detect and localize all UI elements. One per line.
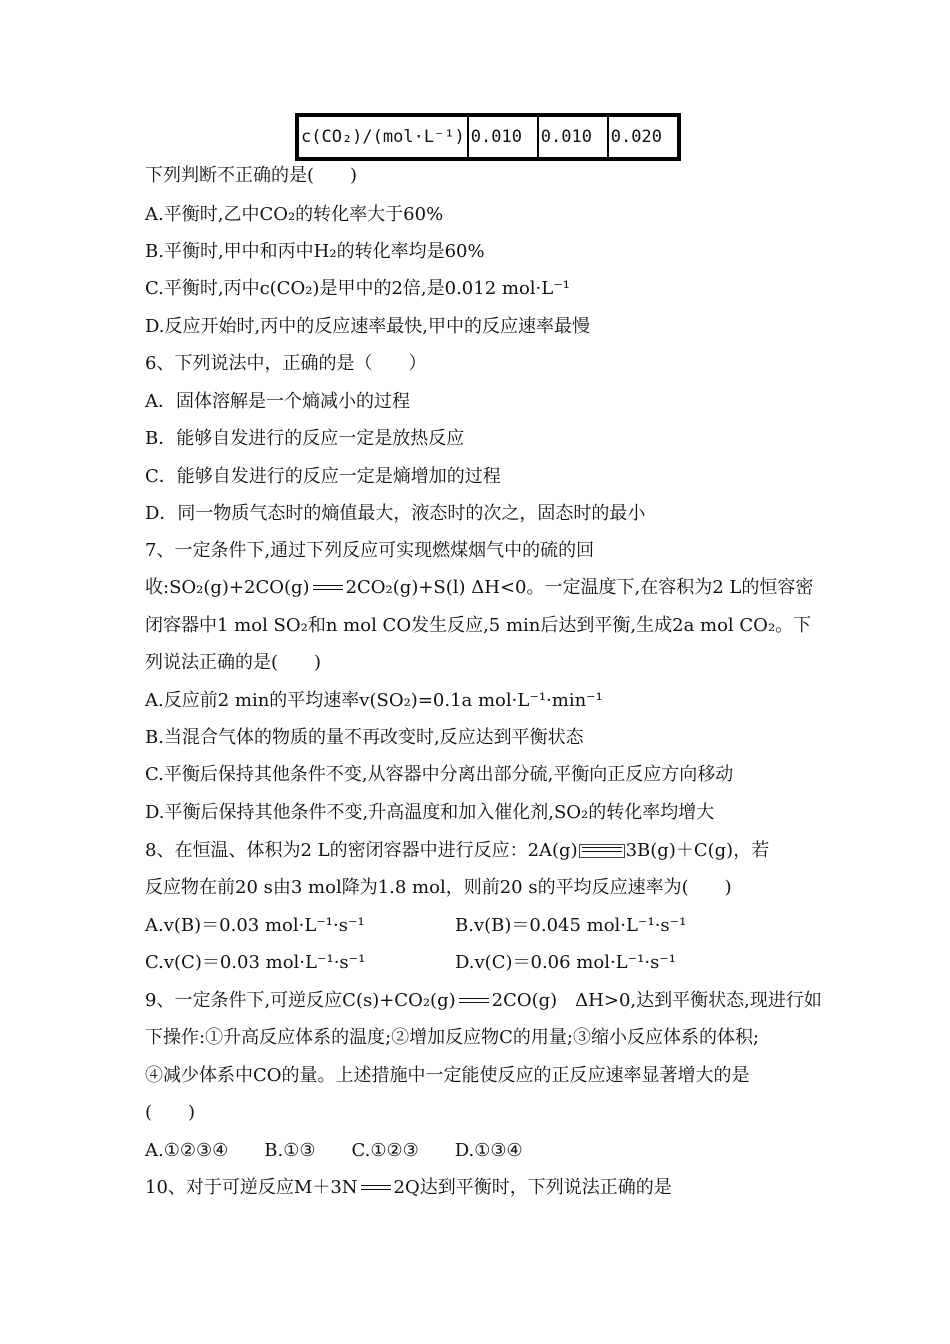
table-cell: 0.020 (608, 115, 679, 159)
option-c: C.v(C)＝0.03 mol·L⁻¹·s⁻¹ (145, 952, 366, 973)
question-6: 6、下列说法中，正确的是（ ） (145, 353, 427, 374)
question-7-text: 列说法正确的是( ) (145, 652, 322, 673)
table-cell: 0.010 (538, 115, 608, 159)
option-c: C．能够自发进行的反应一定是熵增加的过程 (145, 466, 501, 487)
option-d: D．同一物质气态时的熵值最大，液态时的次之，固态时的最小 (145, 503, 646, 524)
options-row (145, 913, 687, 939)
question-9 (145, 988, 822, 1014)
question-8-text: 反应物在前20 s由3 mol降为1.8 mol，则前20 s的平均反应速率为( ) (145, 877, 732, 898)
question-7: 7、一定条件下,通过下列反应可实现燃煤烟气中的硫的回 (145, 540, 595, 561)
option-d: D.v(C)＝0.06 mol·L⁻¹·s⁻¹ (455, 952, 677, 973)
table-cell: 0.010 (468, 115, 538, 159)
equilibrium-arrow-icon (579, 844, 625, 858)
option-c: C.平衡后保持其他条件不变,从容器中分离出部分硫,平衡向正反应方向移动 (145, 764, 734, 785)
equation-right: 3B(g)＋C(g)，若 (625, 840, 770, 861)
option-b: B.当混合气体的物质的量不再改变时,反应达到平衡状态 (145, 727, 584, 748)
question-9-text: ( ) (145, 1102, 196, 1123)
equation-left: 9、一定条件下,可逆反应C(s)+CO₂(g) (145, 990, 456, 1011)
question-stem: 下列判断不正确的是( ) (145, 165, 358, 186)
option-b: B.v(B)＝0.045 mol·L⁻¹·s⁻¹ (455, 915, 687, 936)
question-9-options: A.①②③④ B.①③ C.①②③ D.①③④ (145, 1140, 523, 1161)
question-7-text: 闭容器中1 mol SO₂和n mol CO发生反应,5 min后达到平衡,生成2a mol CO₂。下 (145, 615, 812, 636)
option-b: B.平衡时,甲中和丙中H₂的转化率均是60% (145, 241, 485, 262)
equilibrium-arrow-icon (311, 583, 345, 593)
concentration-table (295, 113, 681, 161)
options-row (145, 950, 677, 976)
equation-right: 2CO(g) ΔH>0,达到平衡状态,现进行如 (491, 990, 822, 1011)
question-10 (145, 1175, 672, 1201)
equation-right: 2CO₂(g)+S(l) ΔH<0。一定温度下,在容积为2 L的恒容密 (345, 577, 814, 598)
table-row (297, 115, 679, 159)
question-9-text: 下操作:①升高反应体系的温度;②增加反应物C的用量;③缩小反应体系的体积; (145, 1027, 760, 1048)
equation-left: 收:SO₂(g)+2CO(g) (145, 577, 310, 598)
option-c: C.平衡时,丙中c(CO₂)是甲中的2倍,是0.012 mol·L⁻¹ (145, 278, 570, 299)
option-b: B．能够自发进行的反应一定是放热反应 (145, 428, 465, 449)
equation-left: 8、在恒温、体积为2 L的密闭容器中进行反应：2A(g) (145, 840, 578, 861)
equilibrium-arrow-icon (359, 1183, 393, 1193)
option-a: A．固体溶解是一个熵减小的过程 (145, 391, 410, 412)
option-a: A.平衡时,乙中CO₂的转化率大于60% (145, 204, 444, 225)
question-8 (145, 838, 769, 864)
option-d: D.反应开始时,丙中的反应速率最快,甲中的反应速率最慢 (145, 316, 590, 337)
question-9-text: ④减少体系中CO的量。上述措施中一定能使反应的正反应速率显著增大的是 (145, 1065, 750, 1086)
option-a: A.v(B)＝0.03 mol·L⁻¹·s⁻¹ (145, 915, 365, 936)
option-d: D.平衡后保持其他条件不变,升高温度和加入催化剂,SO₂的转化率均增大 (145, 802, 715, 823)
question-7-equation (145, 575, 813, 601)
table-header-cell: c(CO₂)/(mol·L⁻¹) (297, 115, 468, 159)
equation-right: 2Q达到平衡时，下列说法正确的是 (393, 1177, 672, 1198)
option-a: A.反应前2 min的平均速率v(SO₂)=0.1a mol·L⁻¹·min⁻¹ (145, 690, 603, 711)
equilibrium-arrow-icon (457, 996, 491, 1006)
equation-left: 10、对于可逆反应M＋3N (145, 1177, 358, 1198)
